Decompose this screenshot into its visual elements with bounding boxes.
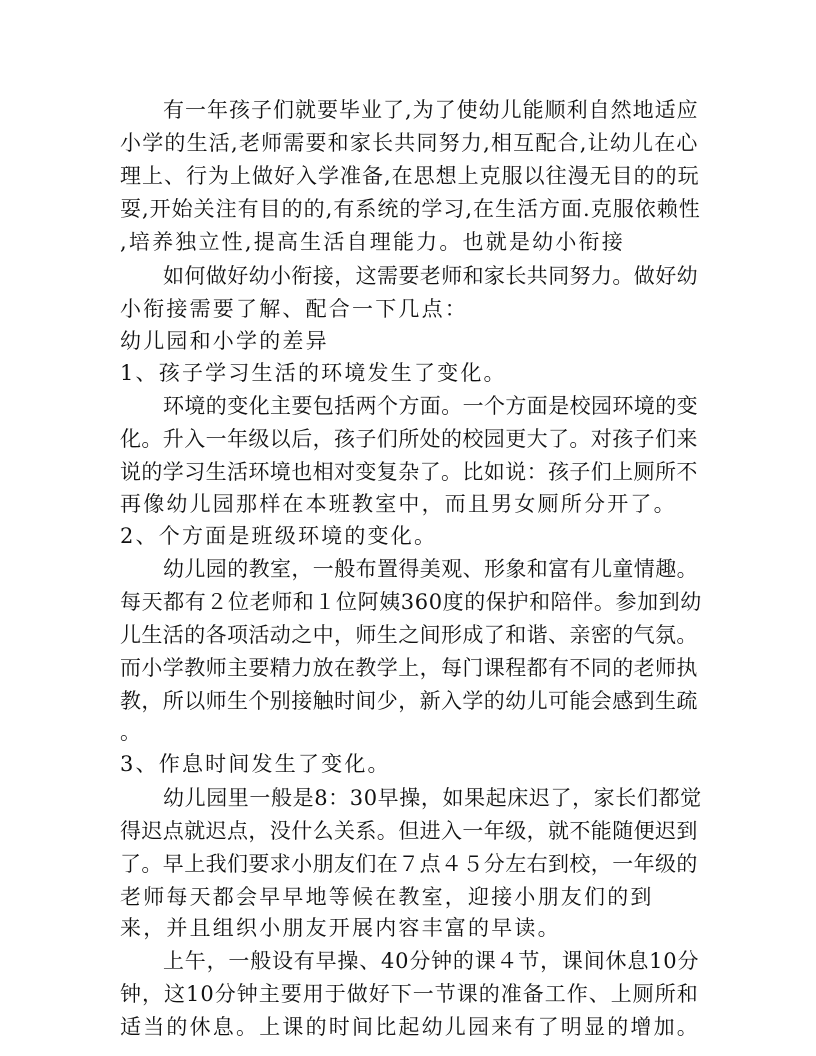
- paragraph-line: 再像幼儿园那样在本班教室中，而且男女厕所分开了。: [120, 492, 677, 516]
- paragraph-line: 说的学习生活环境也相对变复杂了。比如说：孩子们上厕所不: [120, 460, 698, 484]
- paragraph-line: 钟，这10分钟主要用于做好下一节课的准备工作、上厕所和: [120, 982, 699, 1006]
- paragraph-line: 教，所以师生个别接触时间少，新入学的幼儿可能会感到生疏: [120, 689, 698, 713]
- paragraph-line: 有一年孩子们就要毕业了,为了使幼儿能顺利自然地适应: [163, 98, 699, 122]
- paragraph-line: 。: [120, 720, 144, 744]
- section-heading: 2、个方面是班级环境的变化。: [120, 524, 438, 548]
- paragraph-line: 幼儿园的教室，一般布置得美观、形象和富有儿童情趣。: [163, 557, 698, 581]
- section-heading: 幼儿园和小学的差异: [120, 329, 329, 353]
- paragraph-line: ,培养独立性,提高生活自理能力。也就是幼小衔接: [120, 230, 625, 254]
- paragraph-line: 得迟点就迟点，没什么关系。但进入一年级，就不能随便迟到: [120, 819, 698, 843]
- paragraph-line: 如何做好幼小衔接，这需要老师和家长共同努力。做好幼: [163, 264, 698, 288]
- paragraph-line: 老师每天都会早早地等候在教室，迎接小朋友们的到: [120, 885, 654, 909]
- paragraph-line: 理上、行为上做好入学准备,在思想上克服以往漫无目的的玩: [120, 164, 700, 188]
- paragraph-line: 每天都有２位老师和１位阿姨360度的保护和陪伴。参加到幼: [120, 590, 702, 614]
- paragraph-line: 环境的变化主要包括两个方面。一个方面是校园环境的变: [163, 394, 698, 418]
- paragraph-line: 儿生活的各项活动之中，师生之间形成了和谐、亲密的气氛。: [120, 623, 698, 647]
- paragraph-line: 小学的生活,老师需要和家长共同努力,相互配合,让幼儿在心: [120, 131, 699, 155]
- paragraph-line: 来，并且组织小朋友开展内容丰富的早读。: [120, 916, 561, 940]
- paragraph-line: 而小学教师主要精力放在教学上，每门课程都有不同的老师执: [120, 656, 698, 680]
- section-heading: 3、作息时间发生了变化。: [120, 752, 391, 776]
- section-heading: 1、孩子学习生活的环境发生了变化。: [120, 361, 507, 385]
- paragraph-line: 上午，一般设有早操、40分钟的课４节，课间休息10分: [163, 949, 700, 973]
- paragraph-line: 了。早上我们要求小朋友们在７点４５分左右到校，一年级的: [120, 852, 698, 876]
- paragraph-line: 适当的休息。上课的时间比起幼儿园来有了明显的增加。: [120, 1015, 700, 1039]
- paragraph-line: 耍,开始关注有目的的,有系统的学习,在生活方面.克服依赖性: [120, 197, 701, 221]
- paragraph-line: 小衔接需要了解、配合一下几点：: [120, 297, 468, 321]
- paragraph-line: 幼儿园里一般是8：30早操，如果起床迟了，家长们都觉: [163, 786, 702, 810]
- paragraph-line: 化。升入一年级以后，孩子们所处的校园更大了。对孩子们来: [120, 427, 698, 451]
